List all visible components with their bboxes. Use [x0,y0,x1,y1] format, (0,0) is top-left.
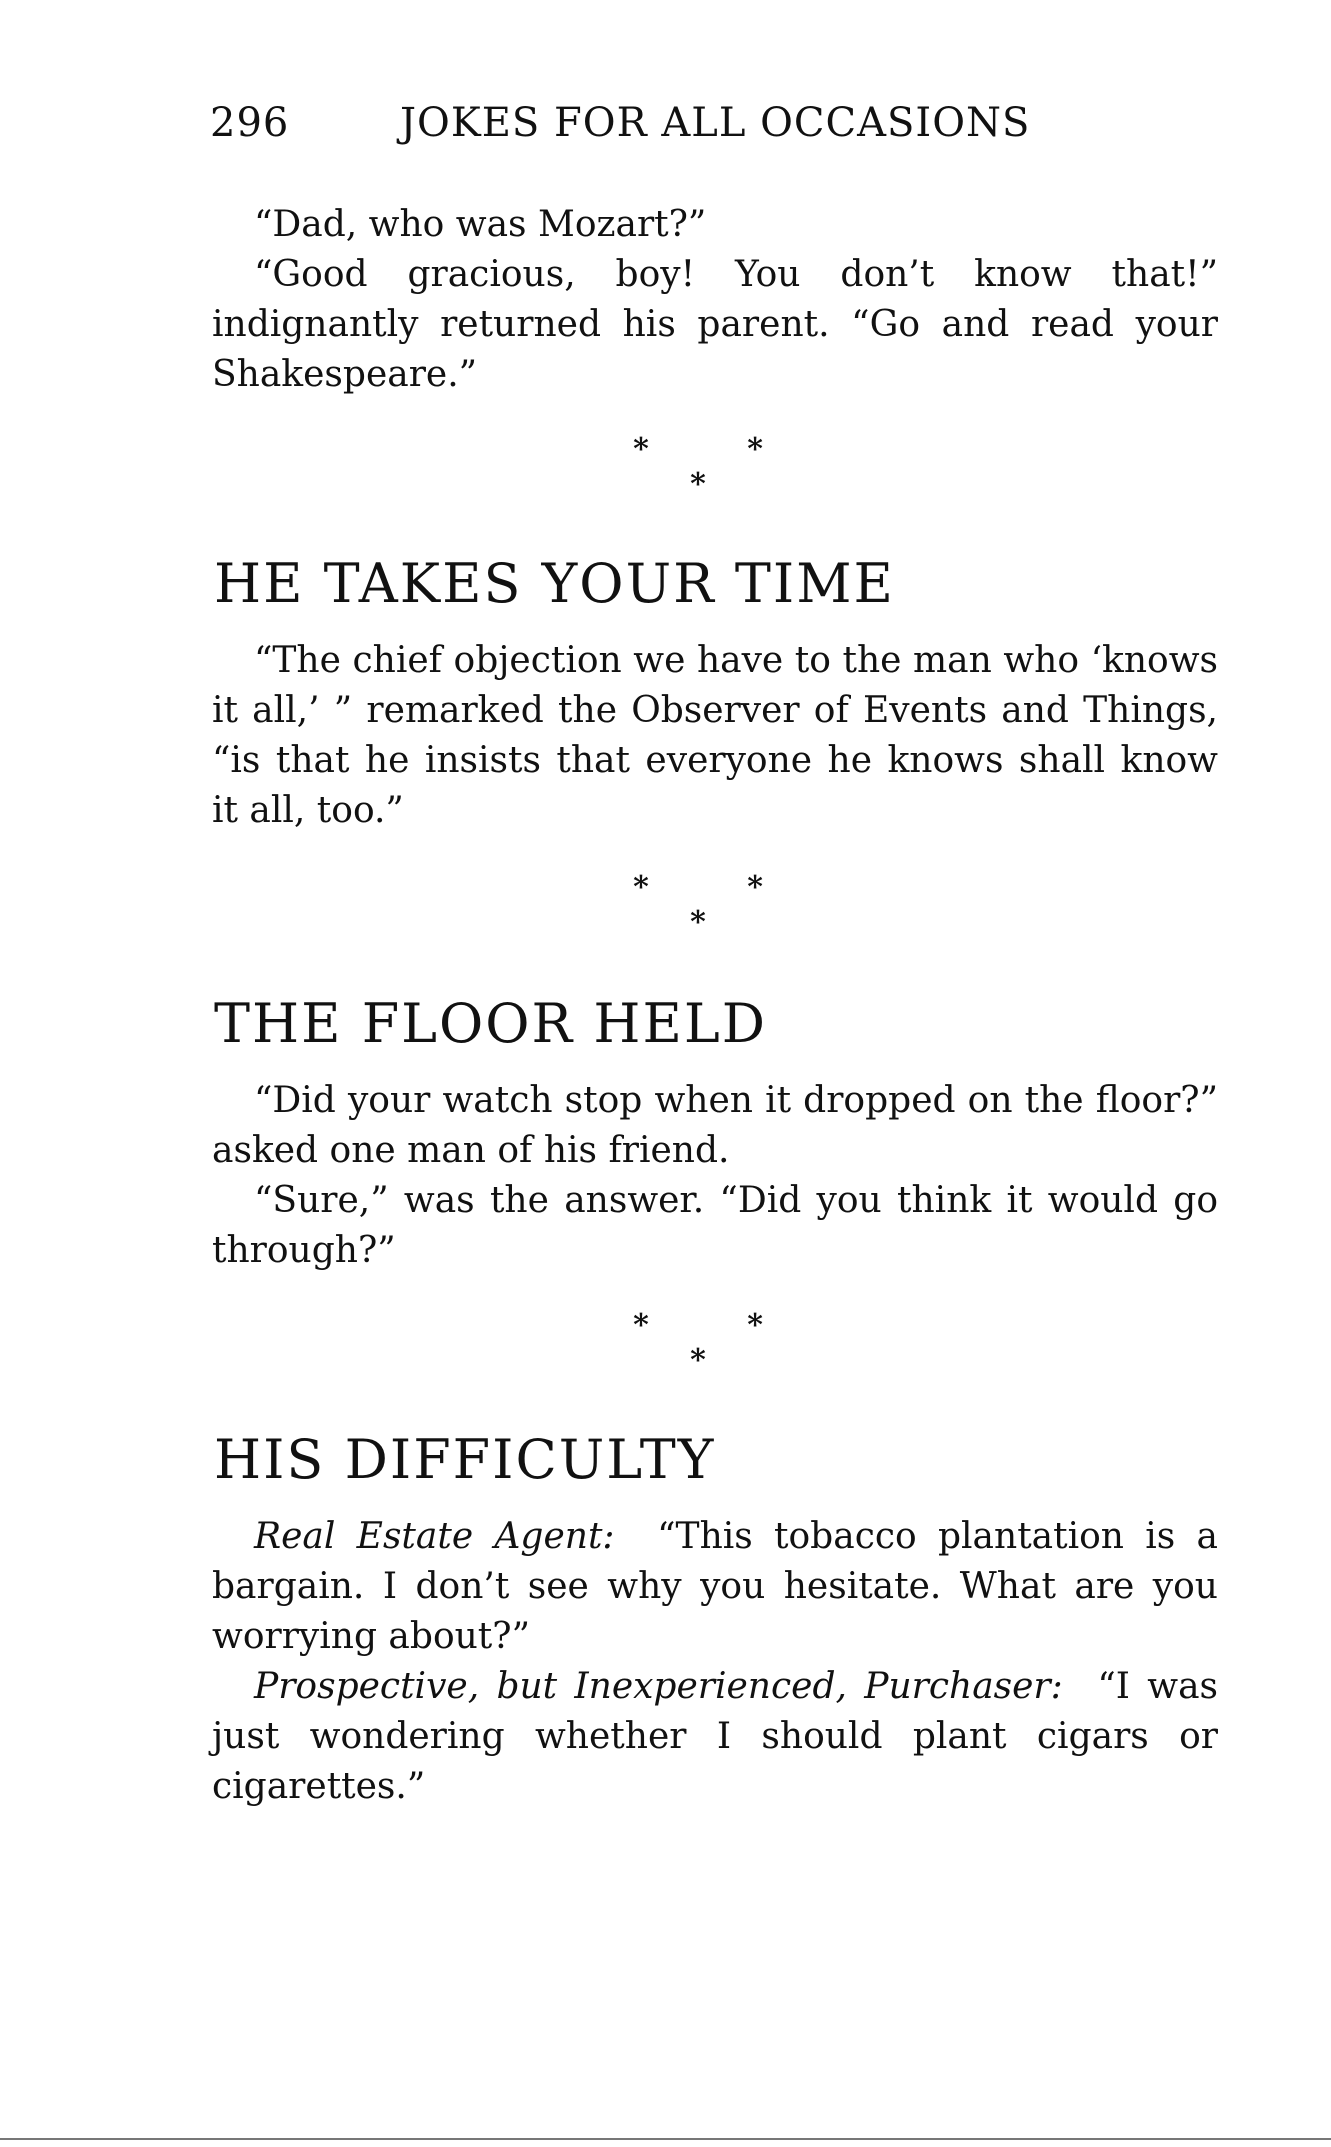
separator-stars-3: * * * [633,1308,807,1378]
separator-stars-1: * * * [633,432,807,502]
dialogue-text: “I was just wondering whether I should plant cigars or cigarettes.” [212,1666,1218,1807]
running-head [210,100,1220,146]
joke-title-the-floor-held: THE FLOOR HELD [214,992,768,1055]
bottom-edge-rule [0,2138,1331,2140]
joke-2-paragraph-2: “Sure,” was the answer. “Did you think it would go through?” [212,1180,1218,1271]
page-number: 296 [210,100,290,146]
joke-1-paragraph: “The chief objection we have to the man who ‘knows it all,’ ” remarked the Observer of Events and Things, “is that he insists that everyone he knows shall know it all, too.” [212,640,1218,831]
joke-2-paragraph-1: “Did your watch stop when it dropped on the floor?” asked one man of his friend. [212,1080,1218,1171]
book-title: JOKES FOR ALL OCCASIONS [400,100,1031,146]
speaker-label: Prospective, but Inexperienced, Purchaser: [254,1666,1063,1707]
speaker-label: Real Estate Agent: [254,1516,615,1557]
dialogue-text: “This tobacco plantation is a bargain. I don’t see why you hesitate. What are you worrying about?” [212,1516,1218,1657]
joke-title-he-takes-your-time: HE TAKES YOUR TIME [214,552,895,615]
intro-line-2: “Good gracious, boy! You don’t know that!” indignantly returned his parent. “Go and read your Shakespeare.” [212,254,1218,395]
separator-stars-2: * * * [633,870,807,940]
intro-line-1: “Dad, who was Mozart?” [254,204,707,245]
joke-3-dialogue-1 [212,1512,1218,1662]
joke-3-dialogue-2 [212,1662,1218,1812]
joke-title-his-difficulty: HIS DIFFICULTY [214,1428,716,1491]
